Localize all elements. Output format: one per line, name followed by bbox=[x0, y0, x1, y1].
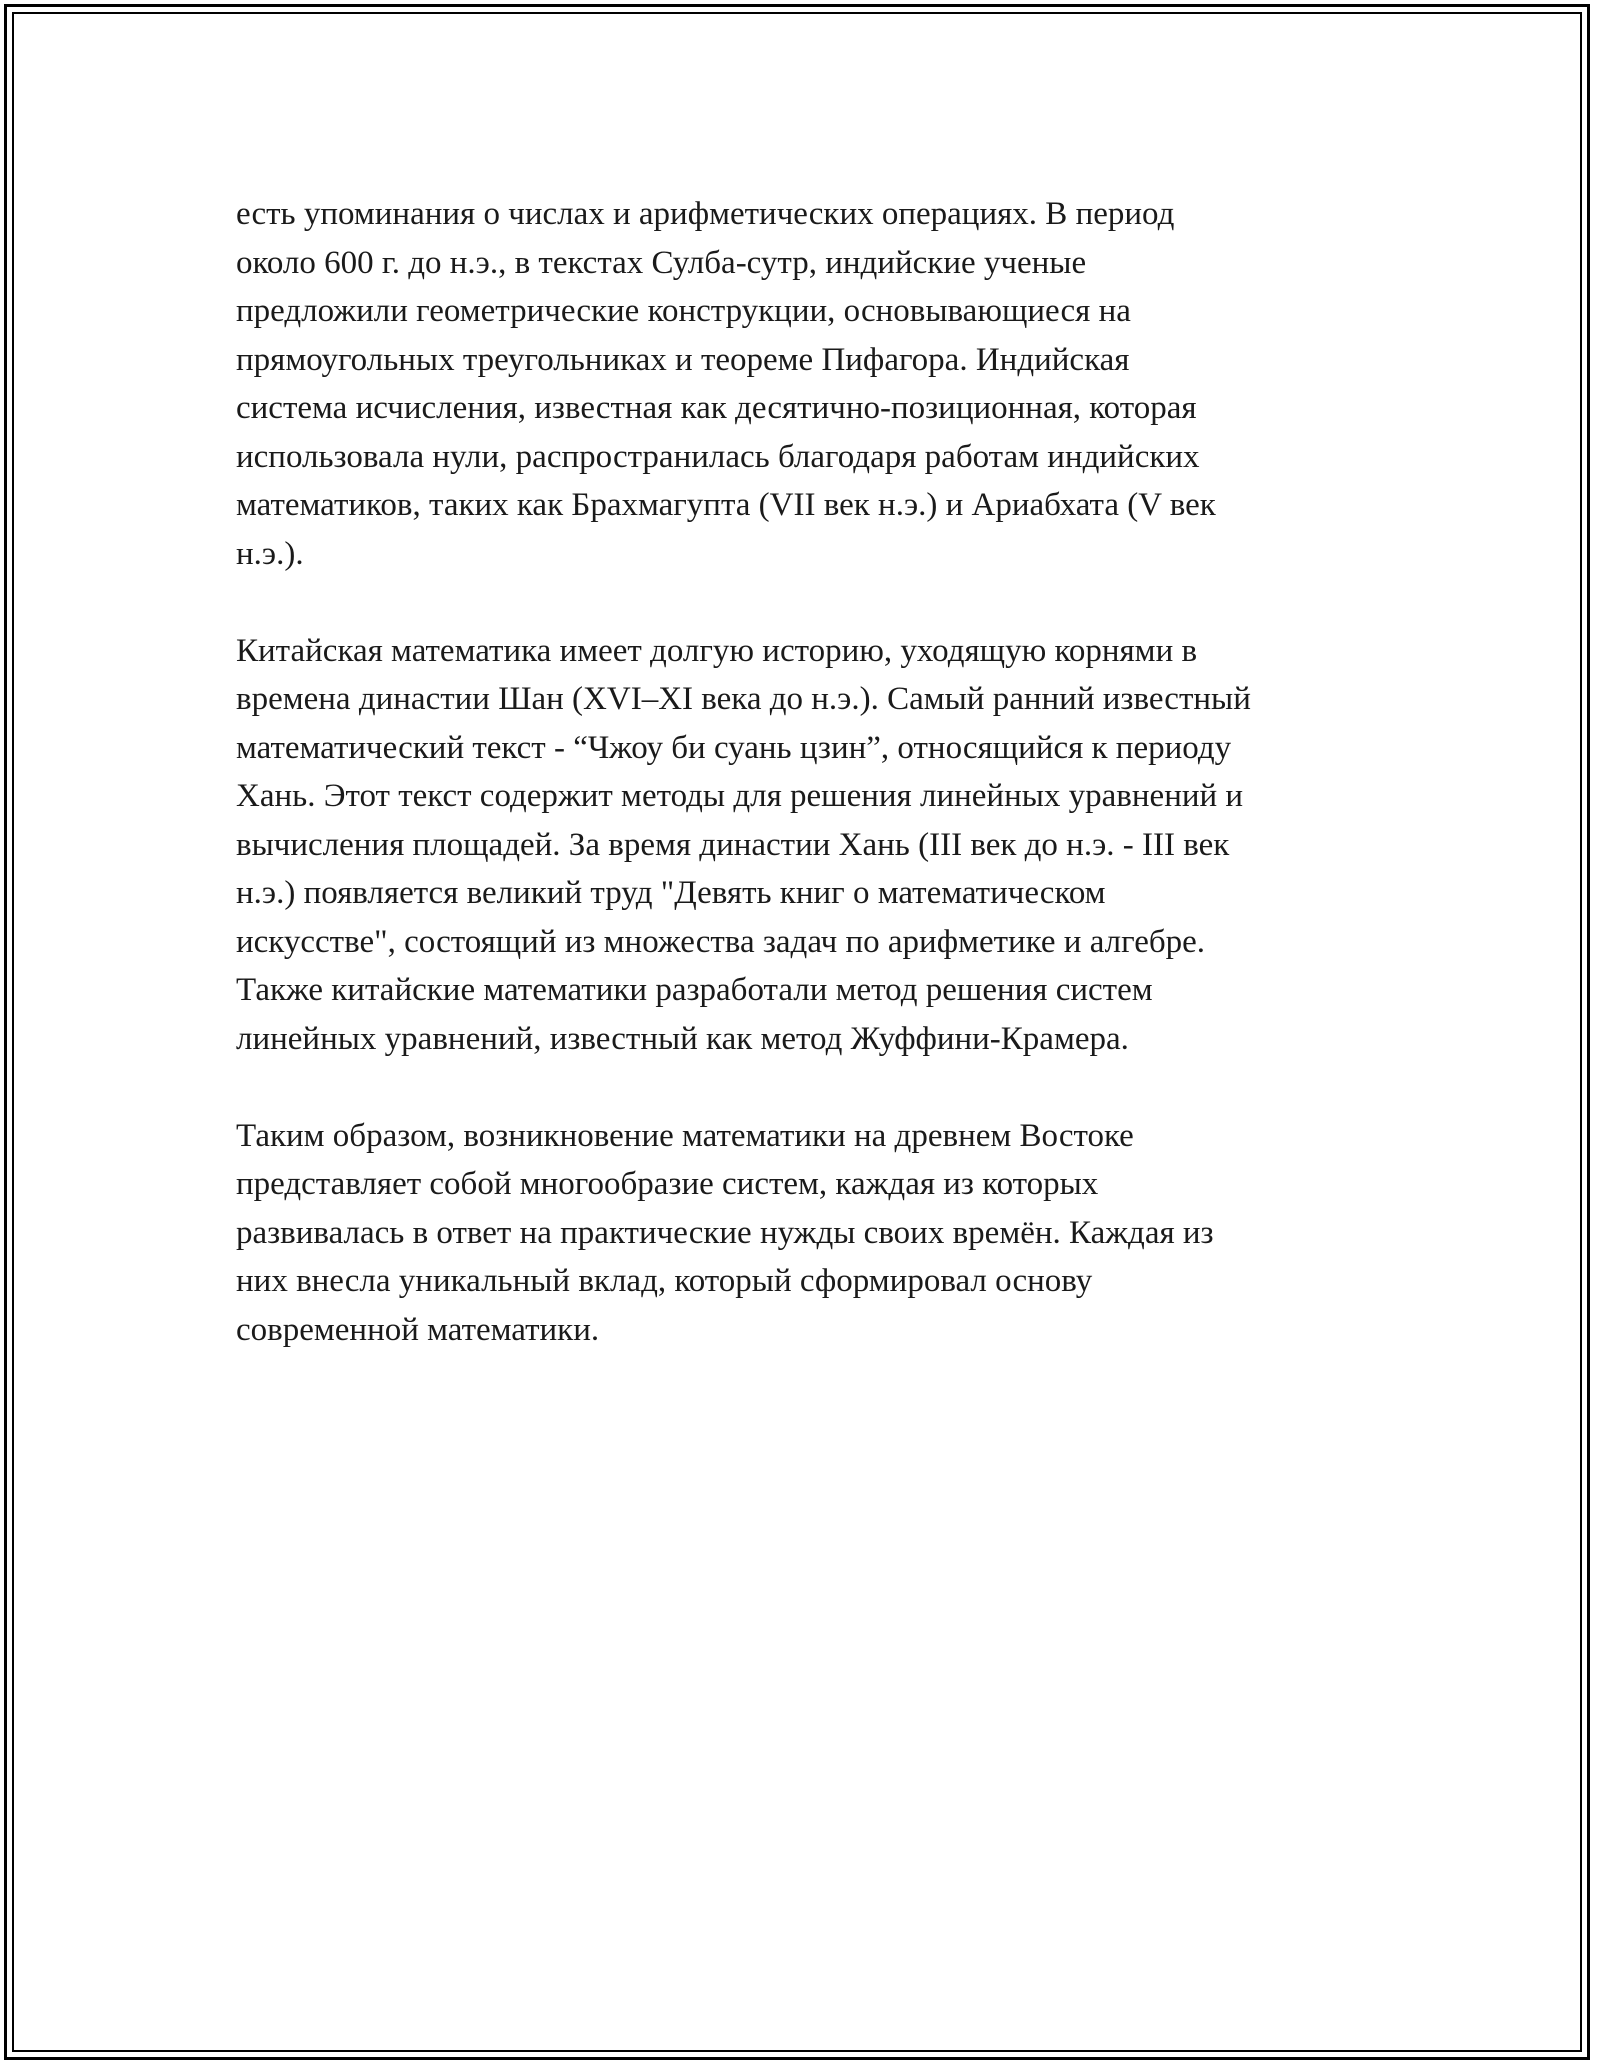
text-line: использовала нули, распространилась благодаря работам индийских bbox=[236, 438, 1200, 475]
text-line: современной математики. bbox=[236, 1311, 600, 1348]
text-line: есть упоминания о числах и арифметических операциях. В период bbox=[236, 196, 1175, 232]
text-line: линейных уравнений, известный как метод Жуффини-Крамера. bbox=[236, 1020, 1129, 1057]
text-line: система исчисления, известная как десятично-позиционная, которая bbox=[236, 390, 1197, 426]
text-line: Также китайские математики разработали метод решения систем bbox=[236, 972, 1153, 1008]
text-line: математический текст - “Чжоу би суань цзин”, относящийся к периоду bbox=[236, 729, 1232, 766]
paragraph-conclusion bbox=[236, 1112, 1366, 1355]
text-line: времена династии Шан (XVI–XI века до н.э.). Самый ранний известный bbox=[236, 681, 1251, 717]
text-line: Китайская математика имеет долгую историю, уходящую корнями в bbox=[236, 632, 1198, 669]
document-body bbox=[236, 190, 1366, 1403]
text-line: Таким образом, возникновение математики на древнем Востоке bbox=[236, 1117, 1134, 1154]
text-line: предложили геометрические конструкции, основывающиеся на bbox=[236, 293, 1131, 329]
text-line: Хань. Этот текст содержит методы для решения линейных уравнений и bbox=[236, 778, 1244, 814]
text-line: вычисления площадей. За время династии Хань (III век до н.э. - III век bbox=[236, 826, 1230, 863]
paragraph-china bbox=[236, 627, 1366, 1064]
text-line: математиков, таких как Брахмагупта (VII век н.э.) и Ариабхата (V век bbox=[236, 487, 1216, 523]
text-line: них внесла уникальный вклад, который сформировал основу bbox=[236, 1263, 1093, 1299]
text-line: прямоугольных треугольниках и теореме Пифагора. Индийская bbox=[236, 341, 1130, 378]
text-line: около 600 г. до н.э., в текстах Сулба-сутр, индийские ученые bbox=[236, 244, 1087, 281]
text-line: искусстве", состоящий из множества задач по арифметике и алгебре. bbox=[236, 923, 1206, 960]
text-line: н.э.) появляется великий труд "Девять книг о математическом bbox=[236, 875, 1106, 911]
text-line: развивалась в ответ на практические нужды своих времён. Каждая из bbox=[236, 1214, 1214, 1251]
paragraph-india bbox=[236, 190, 1366, 578]
text-line: н.э.). bbox=[236, 535, 304, 572]
text-line: представляет собой многообразие систем, каждая из которых bbox=[236, 1166, 1099, 1202]
